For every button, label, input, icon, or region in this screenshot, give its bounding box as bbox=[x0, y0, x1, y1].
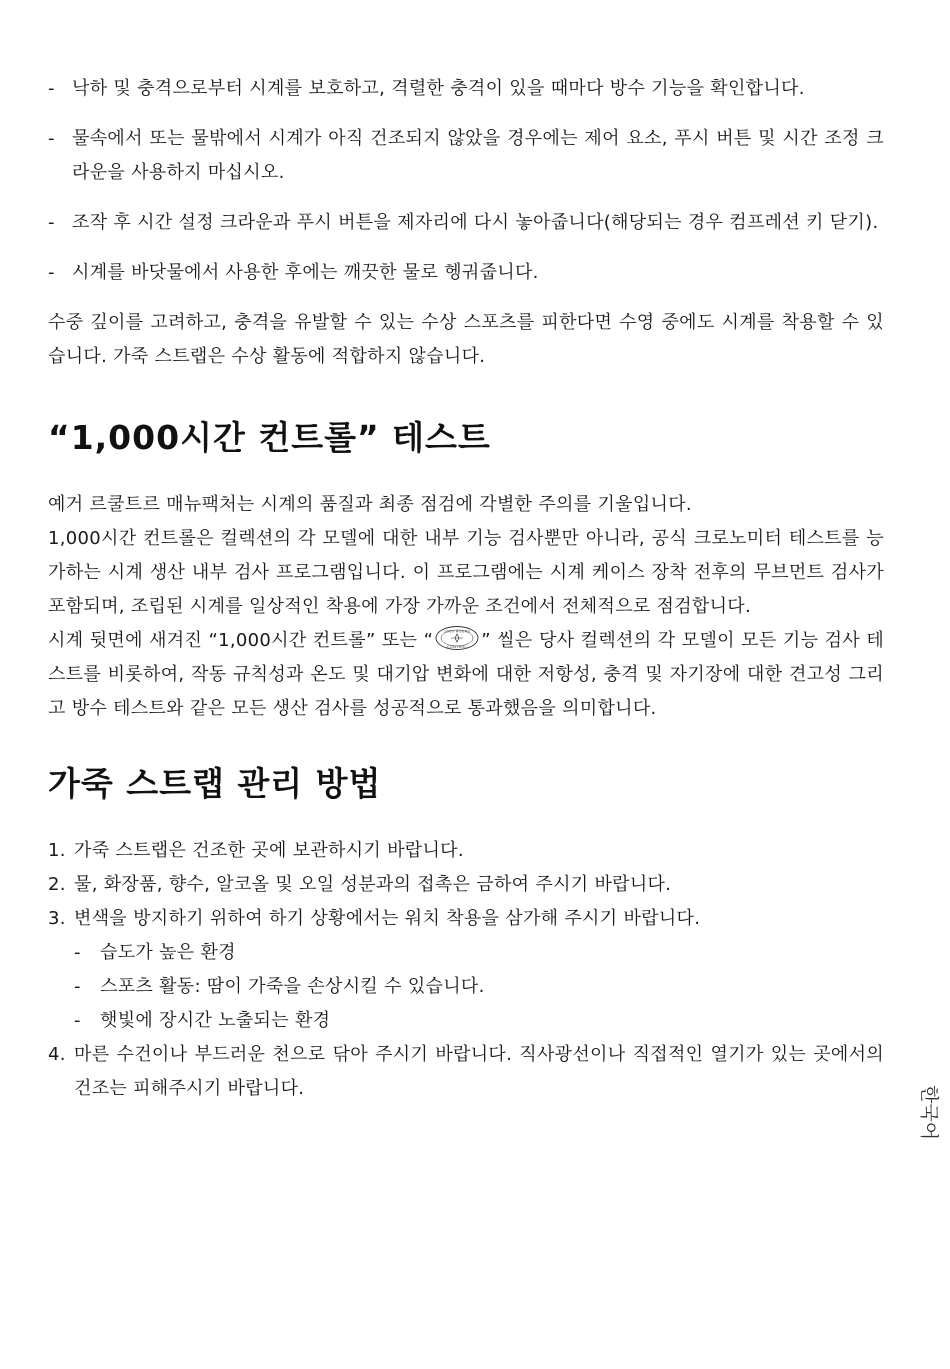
list-item: - 시계를 바닷물에서 사용한 후에는 깨끗한 물로 헹궈줍니다. bbox=[48, 262, 539, 283]
section1-paragraph-3: 시계 뒷면에 새겨진 “1,000시간 컨트롤” 또는 “ 1000 HOURS CONTROL ” 씰은 당사 컬렉션의 각 모델이 모든 기능 검사 테스트를 비롯하여, 작동 규칙성과 온도 및 대기압 변화에 대한 저항성, 충격 및 자기장에 대한 견고성 그리고 방수 테스트와 같은 모든 생산 검사를 성공적으로 통과했음을 의미합니다. bbox=[48, 624, 884, 726]
sub-list-item: - 햇빛에 장시간 노출되는 환경 bbox=[74, 1010, 331, 1031]
list-item: - 물속에서 또는 물밖에서 시계가 아직 건조되지 않았을 경우에는 제어 요소, 푸시 버튼 및 시간 조정 크라운을 사용하지 마십시오. bbox=[48, 128, 884, 183]
list-item: 2. 물, 화장품, 향수, 알코올 및 오일 성분과의 접촉은 금하여 주시기 바랍니다. bbox=[48, 874, 672, 895]
1000-hours-control-seal-icon bbox=[434, 625, 480, 651]
strap-care-list bbox=[48, 834, 884, 1106]
seal-bottom-text: CONTROL bbox=[447, 645, 468, 649]
list-item: 4. 마른 수건이나 부드러운 천으로 닦아 주시기 바랍니다. 직사광선이나 직접적인 열기가 있는 곳에서의 건조는 피해주시기 바랍니다. bbox=[48, 1044, 884, 1099]
seal-top-text: 1000 HOURS bbox=[444, 629, 471, 634]
care-bullet-list bbox=[48, 72, 884, 290]
list-item: 3. 변색을 방지하기 위하여 하기 상황에서는 워치 착용을 삼가해 주시기 바랍니다. - 습도가 높은 환경 - 스포츠 활동: 땀이 가죽을 손상시킬 수 있습니다. - 햇빛에 장시간 노출되는 환경 bbox=[48, 902, 884, 1038]
list-item: 1. 가죽 스트랩은 건조한 곳에 보관하시기 바랍니다. bbox=[48, 840, 464, 861]
strap-care-sub-list bbox=[74, 936, 884, 1038]
section-title-leather-strap-care: 가죽 스트랩 관리 방법 bbox=[48, 764, 382, 803]
page-content bbox=[48, 72, 884, 1106]
language-side-label: 한국어 bbox=[918, 1085, 940, 1141]
section1-paragraph-2: 1,000시간 컨트롤은 컬렉션의 각 모델에 대한 내부 기능 검사뿐만 아니라, 공식 크로노미터 테스트를 능가하는 시계 생산 내부 검사 프로그램입니다. 이 프로그램에는 시계 케이스 장착 전후의 무브먼트 검사가 포함되며, 조립된 시계를 일상적인 착용에 가장 가까운 조건에서 전체적으로 점검합니다. bbox=[48, 528, 884, 617]
water-paragraph: 수중 깊이를 고려하고, 충격을 유발할 수 있는 수상 스포츠를 피한다면 수영 중에도 시계를 착용할 수 있습니다. 가죽 스트랩은 수상 활동에 적합하지 않습니다. bbox=[48, 312, 884, 367]
sub-list-item: - 습도가 높은 환경 bbox=[74, 942, 236, 963]
section-title-1000-hours: “1,000시간 컨트롤” 테스트 bbox=[48, 418, 491, 457]
sub-list-item: - 스포츠 활동: 땀이 가죽을 손상시킬 수 있습니다. bbox=[74, 976, 485, 997]
list-item: - 조작 후 시간 설정 크라운과 푸시 버튼을 제자리에 다시 놓아줍니다(해당되는 경우 컴프레션 키 닫기). bbox=[48, 212, 879, 233]
section1-paragraph-1: 예거 르쿨트르 매뉴팩처는 시계의 품질과 최종 점검에 각별한 주의를 기울입니다. bbox=[48, 494, 692, 515]
list-item: - 낙하 및 충격으로부터 시계를 보호하고, 격렬한 충격이 있을 때마다 방수 기능을 확인합니다. bbox=[48, 78, 805, 99]
